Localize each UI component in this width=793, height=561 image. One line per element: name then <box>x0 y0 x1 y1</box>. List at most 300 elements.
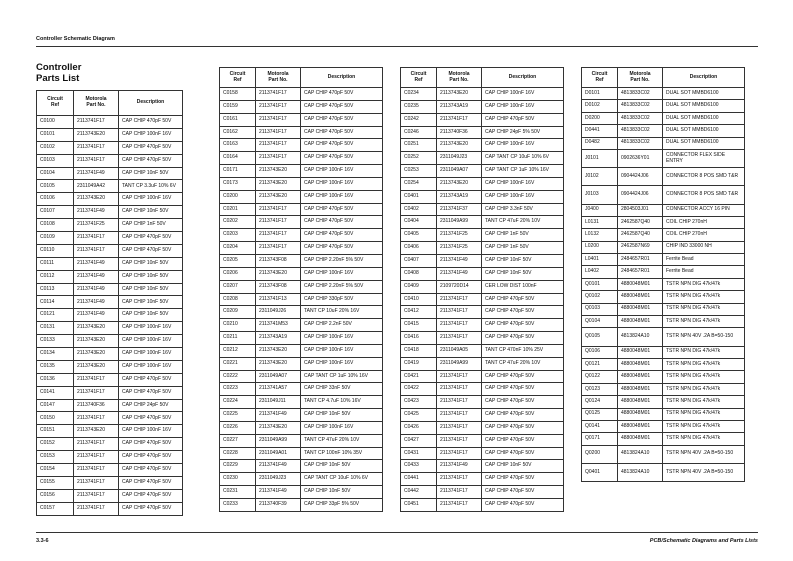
part-number-cell: 2462587N69 <box>618 241 663 253</box>
table-row <box>401 473 564 486</box>
circuit-ref-cell: C0161 <box>220 113 256 126</box>
part-number-cell: 2113741F17 <box>74 451 119 464</box>
description-cell: CONNECTOR 8 POS SMD T&R <box>663 168 745 186</box>
circuit-ref-cell: C0405 <box>401 229 437 242</box>
description-cell: CAP CHIP 1nF 50V <box>482 229 564 242</box>
part-number-cell: 4813824A10 <box>618 328 663 346</box>
description-cell: TSTR NPN DIG 47k/47k <box>663 278 745 290</box>
description-cell: CAP CHIP 10nF 50V <box>119 296 183 309</box>
table-row <box>220 254 383 267</box>
circuit-ref-cell: C0107 <box>37 206 74 219</box>
table-row <box>220 460 383 473</box>
table-row <box>37 244 183 257</box>
table-row <box>37 180 183 193</box>
description-cell: Ferrite Bead <box>663 266 745 278</box>
circuit-ref-cell: L0402 <box>582 266 618 278</box>
table-row <box>220 499 383 512</box>
table-row <box>401 280 564 293</box>
description-cell: CAP CHIP 470pF 50V <box>482 370 564 383</box>
circuit-ref-header-text: Ref <box>414 76 423 83</box>
description-cell: CAP CHIP 470pF 50V <box>119 438 183 451</box>
circuit-ref-cell: C0229 <box>220 460 256 473</box>
description-cell: CAP CHIP 470pF 50V <box>482 319 564 332</box>
description-cell: CAP CHIP 470pF 50V <box>482 499 564 512</box>
description-cell: CAP CHIP 470pF 50V <box>482 409 564 422</box>
part-number-cell: 2113740F36 <box>437 126 482 139</box>
table-row <box>582 168 745 186</box>
circuit-ref-cell: Q0122 <box>582 371 618 383</box>
table-row <box>220 344 383 357</box>
part-number-cell: 2311049A05 <box>437 344 482 357</box>
description-cell: TSTR NPN 40V .2A B=50-150 <box>663 328 745 346</box>
part-number-cell: 2113743E20 <box>74 322 119 335</box>
description-cell: CAP CHIP 470pF 50V <box>301 113 383 126</box>
description-header <box>119 91 183 116</box>
table-row <box>401 319 564 332</box>
part-number-cell: 2113741F49 <box>74 309 119 322</box>
table-row <box>37 309 183 322</box>
circuit-ref-header-text: Circuit <box>47 96 63 103</box>
part-number-cell: 4813833C02 <box>618 88 663 100</box>
part-number-cell: 2113741F17 <box>437 383 482 396</box>
description-cell: CAP CHIP 470pF 50V <box>119 373 183 386</box>
part-number-cell: 2311049A07 <box>437 165 482 178</box>
part-number-cell: 2113741F49 <box>74 257 119 270</box>
table-row <box>582 433 745 445</box>
part-number-cell: 4880048M01 <box>618 383 663 395</box>
description-cell: CAP CHIP 10nF 50V <box>482 267 564 280</box>
table-row <box>220 306 383 319</box>
motorola-part-no-header <box>256 68 301 88</box>
motorola-part-no-header-text: Part No. <box>630 76 650 83</box>
description-cell: TSTR NPN DIG 47k/47k <box>663 433 745 445</box>
part-number-cell: 2113741F17 <box>74 412 119 425</box>
table-row <box>220 139 383 152</box>
description-cell: DUAL SOT MMBD6100 <box>663 125 745 137</box>
circuit-ref-cell: Q0124 <box>582 396 618 408</box>
circuit-ref-cell: C0451 <box>401 499 437 512</box>
description-cell: CAP TANT CP 1uF 10% 16V <box>301 370 383 383</box>
table-row <box>582 100 745 112</box>
part-number-cell: 2113740F36 <box>74 399 119 412</box>
table-row <box>401 229 564 242</box>
part-number-cell: 0904424J06 <box>618 186 663 204</box>
table-row <box>37 219 183 232</box>
circuit-ref-cell: J0103 <box>582 186 618 204</box>
description-cell: DUAL SOT MMBD6100 <box>663 112 745 124</box>
circuit-ref-cell: C0205 <box>220 254 256 267</box>
circuit-ref-cell: C0431 <box>401 447 437 460</box>
circuit-ref-cell: C0234 <box>401 88 437 101</box>
part-number-cell: 2113741F17 <box>74 373 119 386</box>
table-row <box>37 322 183 335</box>
description-cell: CAP TANT CP 10uF 10% 6V <box>482 152 564 165</box>
part-number-cell: 2113743A19 <box>437 190 482 203</box>
description-cell: TSTR NPN DIG 47k/47k <box>663 408 745 420</box>
description-cell: TANT CP 100nF 10% 35V <box>301 447 383 460</box>
table-row <box>582 266 745 278</box>
table-row <box>37 412 183 425</box>
description-cell: Ferrite Bead <box>663 254 745 266</box>
circuit-ref-cell: C0159 <box>220 100 256 113</box>
part-number-cell: 2113741F17 <box>437 370 482 383</box>
circuit-ref-cell: C0141 <box>37 386 74 399</box>
description-cell: CAP CHIP 1nF 50V <box>119 219 183 232</box>
table-row <box>37 502 183 515</box>
parts-table-4 <box>581 67 745 482</box>
part-number-cell: 2484657R01 <box>618 254 663 266</box>
part-number-cell: 4813833C02 <box>618 137 663 149</box>
table-row <box>220 473 383 486</box>
motorola-part-no-header-text: Part No. <box>449 76 469 83</box>
page-title-line-2: Parts List <box>36 72 80 84</box>
circuit-ref-cell: Q0101 <box>582 278 618 290</box>
description-cell: TANT CP 47uF 20% 10V <box>301 434 383 447</box>
part-number-cell: 2113741F17 <box>437 332 482 345</box>
table-row <box>37 464 183 477</box>
description-cell: TSTR NPN 40V .2A B=50-150 <box>663 445 745 463</box>
part-number-cell: 2113741F17 <box>437 434 482 447</box>
part-number-cell: 2113743E20 <box>256 357 301 370</box>
description-cell: CAP CHIP 2.20nF 5% 50V <box>301 280 383 293</box>
description-cell: TSTR NPN DIG 47k/47k <box>663 303 745 315</box>
table-row <box>401 409 564 422</box>
circuit-ref-cell: C0426 <box>401 421 437 434</box>
part-number-cell: 2113741F37 <box>437 203 482 216</box>
table-row <box>582 186 745 204</box>
footer-rule <box>36 532 758 533</box>
circuit-ref-cell: C0224 <box>220 396 256 409</box>
description-cell: CAP CHIP 10nF 50V <box>119 167 183 180</box>
table-row <box>37 451 183 464</box>
description-cell: CAP CHIP 470pF 50V <box>482 447 564 460</box>
table-row <box>582 88 745 100</box>
circuit-ref-cell: C0407 <box>401 254 437 267</box>
description-cell: CAP CHIP 470pF 50V <box>482 421 564 434</box>
part-number-cell: 2113741F17 <box>74 502 119 515</box>
table-row <box>582 137 745 149</box>
circuit-ref-cell: C0114 <box>37 296 74 309</box>
circuit-ref-cell: C0147 <box>37 399 74 412</box>
description-cell: CAP CHIP 470pF 50V <box>119 154 183 167</box>
table-row <box>401 344 564 357</box>
circuit-ref-cell: C0402 <box>401 203 437 216</box>
part-number-cell: 2113741F25 <box>437 242 482 255</box>
table-header-row <box>220 68 383 88</box>
table-row <box>401 447 564 460</box>
circuit-ref-cell: C0106 <box>37 193 74 206</box>
part-number-cell: 2113743E20 <box>256 165 301 178</box>
table-row <box>401 332 564 345</box>
part-number-cell: 2311049A99 <box>437 216 482 229</box>
table-row <box>401 486 564 499</box>
circuit-ref-cell: Q0123 <box>582 383 618 395</box>
table-row <box>582 204 745 216</box>
circuit-ref-cell: C0131 <box>37 322 74 335</box>
circuit-ref-cell: C0228 <box>220 447 256 460</box>
circuit-ref-cell: L0131 <box>582 216 618 228</box>
description-cell: TANT CP 3.3uF 10% 6V <box>119 180 183 193</box>
circuit-ref-cell: C0410 <box>401 293 437 306</box>
description-cell: CAP CHIP 10nF 50V <box>119 283 183 296</box>
circuit-ref-cell: C0105 <box>37 180 74 193</box>
description-cell: TSTR NPN DIG 47k/47k <box>663 396 745 408</box>
description-cell: CAP CHIP 100nF 16V <box>301 267 383 280</box>
circuit-ref-cell: C0102 <box>37 141 74 154</box>
circuit-ref-cell: J0101 <box>582 149 618 167</box>
part-number-cell: 2113741F17 <box>256 100 301 113</box>
description-cell: CAP CHIP 3.3nF 50V <box>482 203 564 216</box>
part-number-cell: 4880048M01 <box>618 278 663 290</box>
part-number-cell: 2113743E20 <box>256 344 301 357</box>
table-row <box>220 332 383 345</box>
description-cell: TANT CP 4.7uF 10% 16V <box>301 396 383 409</box>
table-row <box>220 319 383 332</box>
description-cell: TANT CP 47uF 20% 10V <box>482 357 564 370</box>
description-cell: CAP CHIP 100nF 16V <box>482 100 564 113</box>
motorola-part-no-header-text: Part No. <box>86 102 106 108</box>
description-cell: CAP CHIP 470pF 50V <box>119 244 183 257</box>
table-row <box>401 267 564 280</box>
parts-table-2 <box>219 67 383 512</box>
table-row <box>37 270 183 283</box>
description-cell: CAP CHIP 470pF 50V <box>119 464 183 477</box>
table-row <box>401 100 564 113</box>
part-number-cell: 2462587Q40 <box>618 216 663 228</box>
table-row <box>220 370 383 383</box>
description-cell: TSTR NPN DIG 47k/47k <box>663 316 745 328</box>
table-row <box>220 396 383 409</box>
part-number-cell: 2113741F49 <box>74 270 119 283</box>
description-cell: CAP CHIP 100nF 16V <box>119 348 183 361</box>
circuit-ref-cell: D0102 <box>582 100 618 112</box>
circuit-ref-cell: Q0121 <box>582 359 618 371</box>
table-row <box>37 296 183 309</box>
part-number-cell: 2113741F49 <box>74 296 119 309</box>
description-cell: CAP CHIP 10nF 50V <box>119 257 183 270</box>
circuit-ref-header <box>220 68 256 88</box>
table-row <box>220 383 383 396</box>
part-number-cell: 2113741F17 <box>437 421 482 434</box>
circuit-ref-cell: C0252 <box>401 152 437 165</box>
table-row <box>582 278 745 290</box>
description-cell: CAP CHIP 100nF 16V <box>301 357 383 370</box>
table-header-row <box>401 68 564 88</box>
part-number-cell: 2113743F08 <box>256 280 301 293</box>
description-cell: CAP CHIP 470pF 50V <box>119 232 183 245</box>
circuit-ref-cell: C0110 <box>37 244 74 257</box>
part-number-cell: 2113741F25 <box>74 219 119 232</box>
part-number-cell: 2484657R01 <box>618 266 663 278</box>
circuit-ref-cell: Q0401 <box>582 463 618 481</box>
description-cell: CAP CHIP 10nF 50V <box>119 270 183 283</box>
circuit-ref-cell: C0151 <box>37 425 74 438</box>
table-row <box>220 216 383 229</box>
circuit-ref-cell: C0103 <box>37 154 74 167</box>
description-header <box>663 68 745 88</box>
circuit-ref-cell: C0136 <box>37 373 74 386</box>
circuit-ref-cell: C0204 <box>220 242 256 255</box>
circuit-ref-cell: Q0171 <box>582 433 618 445</box>
table-row <box>37 360 183 373</box>
description-cell: COIL CHIP 270nH <box>663 216 745 228</box>
part-number-cell: 2311049A07 <box>256 370 301 383</box>
circuit-ref-cell: C0154 <box>37 464 74 477</box>
circuit-ref-cell: Q0200 <box>582 445 618 463</box>
table-row <box>582 346 745 358</box>
part-number-cell: 2113741F17 <box>256 216 301 229</box>
description-cell: TSTR NPN DIG 47k/47k <box>663 420 745 432</box>
part-number-cell: 2113741F17 <box>74 386 119 399</box>
circuit-ref-cell: C0201 <box>220 203 256 216</box>
circuit-ref-cell: C0104 <box>37 167 74 180</box>
circuit-ref-cell: C0152 <box>37 438 74 451</box>
circuit-ref-header-text: Ref <box>50 102 60 108</box>
part-number-cell: 2113741F49 <box>74 283 119 296</box>
description-cell: CAP CHIP 100nF 16V <box>301 165 383 178</box>
description-cell: CAP CHIP 470pF 50V <box>301 242 383 255</box>
table-row <box>582 371 745 383</box>
table-row <box>37 386 183 399</box>
part-number-cell: 2113741F49 <box>437 267 482 280</box>
circuit-ref-cell: C0109 <box>37 232 74 245</box>
description-cell: CAP CHIP 10nF 50V <box>301 409 383 422</box>
circuit-ref-cell: C0421 <box>401 370 437 383</box>
part-number-cell: 2113741F17 <box>74 154 119 167</box>
circuit-ref-cell: C0210 <box>220 319 256 332</box>
part-number-cell: 0902636Y01 <box>618 149 663 167</box>
description-cell: CAP CHIP 10nF 50V <box>301 486 383 499</box>
part-number-cell: 2113741F17 <box>74 141 119 154</box>
description-cell: TANT CP 47uF 20% 10V <box>482 216 564 229</box>
description-cell: CER LOW DIST 100nF <box>482 280 564 293</box>
circuit-ref-cell: C0203 <box>220 229 256 242</box>
circuit-ref-cell: C0164 <box>220 152 256 165</box>
part-number-cell: 2113743E20 <box>74 335 119 348</box>
table-row <box>220 434 383 447</box>
description-cell: CAP CHIP 2.2nF 50V <box>301 319 383 332</box>
circuit-ref-cell: Q0106 <box>582 346 618 358</box>
table-row <box>37 232 183 245</box>
circuit-ref-cell: C0226 <box>220 421 256 434</box>
part-number-cell: 4880048M01 <box>618 291 663 303</box>
table-row <box>582 396 745 408</box>
circuit-ref-cell: C0404 <box>401 216 437 229</box>
part-number-cell: 4880048M01 <box>618 420 663 432</box>
table-row <box>220 447 383 460</box>
part-number-cell: 2113741F49 <box>74 167 119 180</box>
circuit-ref-header <box>401 68 437 88</box>
table-row <box>582 445 745 463</box>
description-header-text: Description <box>508 73 537 80</box>
part-number-cell: 2311049J11 <box>256 396 301 409</box>
motorola-part-no-header-text: Motorola <box>267 70 289 77</box>
part-number-cell: 2113741F49 <box>74 206 119 219</box>
circuit-ref-cell: C0100 <box>37 116 74 129</box>
description-cell: CAP CHIP 100nF 16V <box>482 190 564 203</box>
circuit-ref-cell: C0409 <box>401 280 437 293</box>
part-number-cell: 2113741F17 <box>437 499 482 512</box>
circuit-ref-cell: C0412 <box>401 306 437 319</box>
description-cell: CAP CHIP 470pF 50V <box>301 100 383 113</box>
circuit-ref-cell: C0202 <box>220 216 256 229</box>
table-row <box>582 383 745 395</box>
part-number-cell: 4813833C02 <box>618 125 663 137</box>
part-number-cell: 2113741F17 <box>437 113 482 126</box>
description-cell: CAP CHIP 100nF 16V <box>119 322 183 335</box>
circuit-ref-cell: C0418 <box>401 344 437 357</box>
part-number-cell: 2311049J23 <box>437 152 482 165</box>
part-number-cell: 2311049A01 <box>256 447 301 460</box>
table-row <box>220 229 383 242</box>
part-number-cell: 2113743E20 <box>437 139 482 152</box>
table-row <box>37 476 183 489</box>
circuit-ref-cell: C0425 <box>401 409 437 422</box>
part-number-cell: 4880048M01 <box>618 433 663 445</box>
description-cell: CAP CHIP 470pF 50V <box>482 332 564 345</box>
part-number-cell: 4813824A10 <box>618 445 663 463</box>
description-cell: CAP CHIP 470pF 50V <box>301 229 383 242</box>
parts-table-3 <box>400 67 564 512</box>
table-row <box>37 141 183 154</box>
table-row <box>401 139 564 152</box>
circuit-ref-cell: Q0104 <box>582 316 618 328</box>
circuit-ref-cell: C0163 <box>220 139 256 152</box>
description-cell: CAP CHIP 470pF 50V <box>301 152 383 165</box>
table-header-row <box>582 68 745 88</box>
table-row <box>37 335 183 348</box>
circuit-ref-cell: C0416 <box>401 332 437 345</box>
circuit-ref-cell: C0135 <box>37 360 74 373</box>
circuit-ref-cell: L0401 <box>582 254 618 266</box>
description-cell: CAP CHIP 100nF 16V <box>301 332 383 345</box>
table-header-row <box>37 91 183 116</box>
part-number-cell: 2113743E20 <box>256 190 301 203</box>
part-number-cell: 2113741F17 <box>256 88 301 101</box>
part-number-cell: 2113741F17 <box>256 229 301 242</box>
circuit-ref-cell: C0208 <box>220 293 256 306</box>
table-row <box>401 357 564 370</box>
part-number-cell: 2311049J23 <box>256 473 301 486</box>
circuit-ref-cell: D0200 <box>582 112 618 124</box>
description-cell: CAP CHIP 470pF 50V <box>482 383 564 396</box>
description-header <box>301 68 383 88</box>
description-cell: CAP CHIP 1nF 50V <box>482 242 564 255</box>
description-cell: CAP CHIP 470pF 50V <box>301 88 383 101</box>
motorola-part-no-header-text: Motorola <box>85 96 107 103</box>
description-cell: CAP CHIP 470pF 50V <box>482 396 564 409</box>
part-number-cell: 2113741F17 <box>74 464 119 477</box>
part-number-cell: 4880048M01 <box>618 303 663 315</box>
part-number-cell: 2113741F17 <box>256 139 301 152</box>
description-cell: CAP CHIP 470pF 50V <box>119 386 183 399</box>
part-number-cell: 2113743E20 <box>256 421 301 434</box>
circuit-ref-cell: C0235 <box>401 100 437 113</box>
description-cell: DUAL SOT MMBD6100 <box>663 137 745 149</box>
table-row <box>37 193 183 206</box>
circuit-ref-cell: C0155 <box>37 476 74 489</box>
table-row <box>582 149 745 167</box>
description-cell: CAP CHIP 24pF 50V <box>119 399 183 412</box>
description-cell: CAP TANT CP 1uF 10% 16V <box>482 165 564 178</box>
description-cell: CAP CHIP 100nF 16V <box>119 128 183 141</box>
table-row <box>220 280 383 293</box>
table-row <box>220 88 383 101</box>
description-cell: TSTR NPN DIG 47k/47k <box>663 346 745 358</box>
circuit-ref-cell: C0422 <box>401 383 437 396</box>
table-row <box>582 229 745 241</box>
table-row <box>582 408 745 420</box>
